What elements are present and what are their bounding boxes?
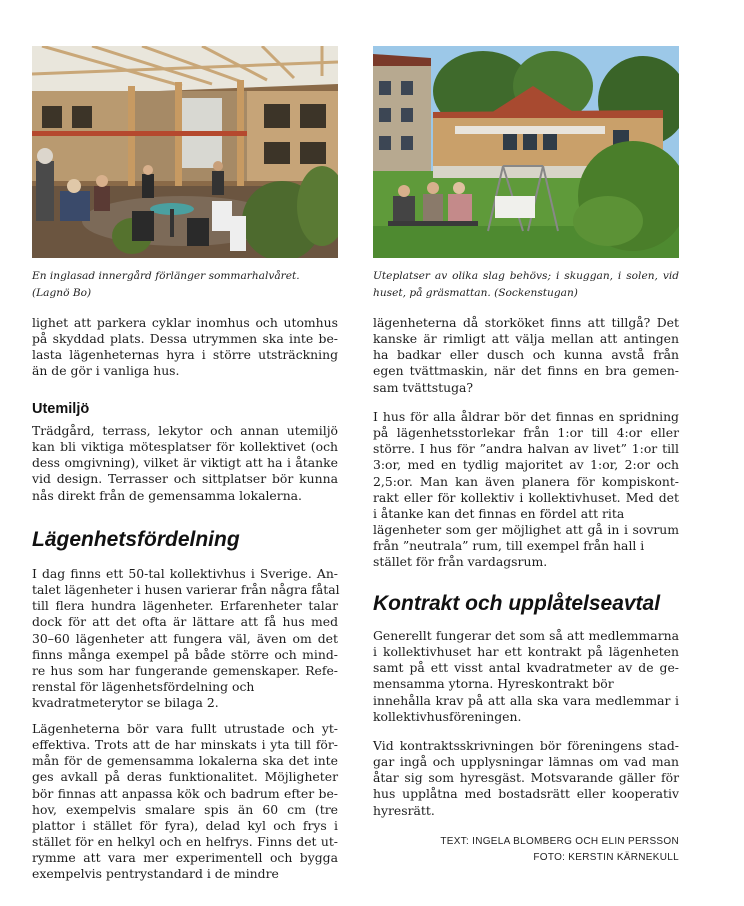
text-line: till flera hundra lägenheter. Erfarenheter talar: [32, 598, 338, 614]
text-line: lighet att parkera cyklar inomhus och utomhus: [32, 315, 338, 330]
text-line: Lägenheterna bör vara fullt utrustade och yt-: [32, 721, 338, 736]
kontrakt-paragraph-2: [373, 738, 679, 819]
text-line: mensamma ytorna. Hyreskontrakt bör: [373, 676, 614, 692]
text-line: vid design. Terrasser och sittplatser bör kunna: [32, 471, 338, 487]
text-line: lägenheterna då storköket finns att tillgå? Det: [373, 315, 679, 330]
text-line: ha badkar eller dusch och kunna avstå från: [373, 347, 679, 363]
section-heading-kontrakt: Kontrakt och upplåtelseavtal: [373, 592, 661, 615]
text-line: i kollektivhuset har ett kontrakt på lägenheten: [373, 644, 679, 660]
text-line: 2,5:or. Man kan även planera för kompiskont-: [373, 473, 679, 489]
text-line: stället för från vardagsrum.: [373, 554, 548, 570]
courtyard-photo: [32, 46, 338, 258]
lawn-photo: [373, 46, 679, 258]
section-heading-lagenhetsfordelning: Lägenhetsfördelning: [32, 528, 240, 551]
text-line: rymme att vara mer experimentell och bygga: [32, 850, 338, 866]
text-line: större. I hus för ”andra halvan av livet” 1:or till: [373, 441, 679, 457]
credit-text: TEXT: INGELA BLOMBERG OCH ELIN PERSSON: [440, 836, 679, 847]
text-line: 30–60 lägenheter att fungera väl, även om det: [32, 630, 338, 646]
text-line: talet lägenheter i husen varierar från några fåtal: [32, 582, 340, 598]
text-line: hus upplåtna med bostadsrätt eller kooperativ: [373, 786, 679, 802]
lagenhet-paragraph-1: [32, 566, 338, 711]
text-line: Trädgård, terrass, lekytor och annan utemiljö: [32, 423, 338, 438]
right-paragraph-2: [373, 409, 679, 571]
text-line: plattor i stället för fyra), delad kyl och frys i: [32, 817, 338, 833]
kontrakt-paragraph-1: [373, 628, 679, 725]
photo-caption-right: [373, 268, 679, 302]
lagenhet-heading-block: [32, 527, 338, 553]
text-line: exempelvis pentrystandard i de mindre: [32, 866, 279, 882]
text-line: stället för en helkyl och en helfrys. Finns det ut-: [32, 834, 338, 850]
intro-paragraph: [32, 315, 338, 380]
text-line: gar ingå och upplysningar lämnas om vad man: [373, 754, 679, 770]
text-line: lägenheter som ger möjlighet att gå in i sovrum: [373, 522, 679, 538]
text-line: finns många exempel på både större och mind-: [32, 646, 338, 662]
text-line: i åtanke kan det finnas en fördel att rita: [373, 505, 625, 521]
text-line: dess omgivning), vilket är viktigt att ha i åtanke: [32, 455, 338, 471]
text-line: samt på ett visst antal kvadratmeter av de ge-: [373, 660, 679, 676]
text-line: lasta lägenheternas hyra i större utsträckning: [32, 347, 338, 363]
text-line: sam tvättstuga?: [373, 379, 474, 395]
text-line: kan bli viktiga mötesplatser för kollektivet (och: [32, 439, 338, 455]
text-line: mån för de gemensamma lokalerna ska det inte: [32, 753, 338, 769]
text-line: på skyddad plats. Dessa utrymmen ska inte be-: [32, 331, 338, 347]
caption-line: En inglasad innergård förlänger sommarhalvåret.: [32, 270, 300, 282]
text-line: I dag finns ett 50-tal kollektivhus i Sverige. An-: [32, 566, 338, 581]
text-line: hov, exempelvis smalare spis än 60 cm (tre: [32, 801, 338, 817]
text-line: än de gör i vanliga hus.: [32, 363, 180, 379]
text-line: ges avkall på deras funktionalitet. Möjligheter: [32, 769, 338, 785]
caption-line: huset, på gräsmattan. (Sockenstugan): [373, 287, 578, 299]
lagenhet-paragraph-2: [32, 721, 338, 883]
text-line: hyresrätt.: [373, 802, 435, 818]
text-line: Vid kontraktsskrivningen bör föreningens stad-: [373, 738, 679, 753]
text-line: 3:or, med en tydlig majoritet av 1:or, 2:or och: [373, 457, 679, 473]
right-paragraph-1: [373, 315, 679, 396]
kontrakt-heading-block: [373, 591, 679, 617]
photo-caption-left: [32, 268, 338, 302]
utemiljo-heading-block: [32, 400, 338, 418]
text-line: åtar sig som hyresgäst. Motsvarande gäller för: [373, 770, 679, 786]
text-line: I hus för alla åldrar bör det finnas en spridning: [373, 409, 679, 424]
text-line: kollektivhusföreningen.: [373, 708, 522, 724]
credit-photo: FOTO: KERSTIN KÄRNEKULL: [533, 852, 679, 863]
text-line: kanske är rimligt att välja mellan att antingen: [373, 331, 679, 347]
text-line: egen tvättmaskin, när det finns en bra gemen-: [373, 363, 679, 379]
text-line: innehålla krav på att alla ska vara medlemmar i: [373, 692, 679, 708]
text-line: Generellt fungerar det som så att medlemmarna: [373, 628, 679, 643]
utemiljo-paragraph: [32, 423, 338, 504]
text-line: effektiva. Trots att de har minskats i yta till för-: [32, 737, 338, 753]
section-heading-utemiljo: Utemiljö: [32, 401, 90, 417]
text-line: nås direkt från de gemensamma lokalerna.: [32, 487, 302, 503]
text-line: rakt eller för kollektiv i kollektivhuset. Med det: [373, 489, 679, 505]
text-line: re hus som har fungerande gemenskaper. Refe-: [32, 662, 338, 678]
text-line: dock för att det ofta är lättare att få hus med: [32, 614, 338, 630]
caption-line: Uteplatser av olika slag behövs; i skuggan, i solen, vid: [373, 270, 679, 282]
text-line: från ”neutrala” rum, till exempel från hall i: [373, 538, 645, 554]
text-line: bör finnas att anpassa kök och badrum efter be-: [32, 785, 338, 801]
text-line: på lägenhetsstorlekar från 1:or till 4:or eller: [373, 425, 679, 441]
text-line: kvadratmeterytor se bilaga 2.: [32, 695, 219, 711]
text-line: renstal för lägenhetsfördelning och: [32, 679, 255, 695]
caption-line: (Lagnö Bo): [32, 287, 92, 299]
